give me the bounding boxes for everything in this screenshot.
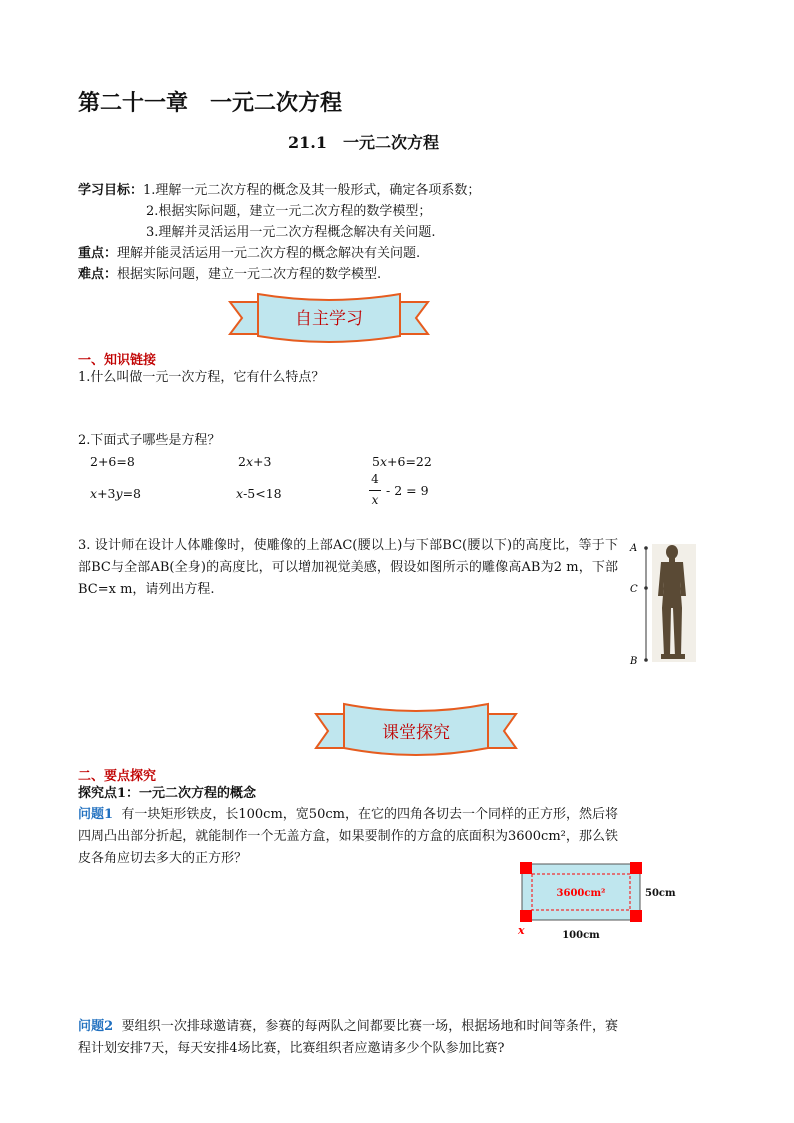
objective-item-2: 2.根据实际问题，建立一元二次方程的数学模型；: [146, 204, 432, 219]
objective-item-1: 1.理解一元二次方程的概念及其一般形式，确定各项系数；: [143, 183, 481, 198]
difficulty-line: [78, 266, 381, 284]
statue-label-a: A: [630, 543, 638, 554]
banner-classroom-inquiry: [314, 700, 518, 758]
problem-2-text: 要组织一次排球邀请赛，参赛的每两队之间都要比赛一场，根据场地和时间等条件，赛程计划安排7天，每天安排4场比赛，比赛组织者应邀请多少个队参加比赛?: [78, 1019, 619, 1056]
key-point-label: 重点：: [78, 246, 118, 261]
expression-2: 2x+3: [238, 454, 272, 469]
expression-6-denominator: x: [371, 493, 379, 507]
banner-self-study: [228, 290, 430, 344]
key-point-line: [78, 245, 420, 263]
question-3: 3. 设计师在设计人体雕像时，使雕像的上部AC(腰以上)与下部BC(腰以下)的高度比，等于下部BC与全部AB(全身)的高度比，可以增加视觉美感，假设如图所示的雕像高AB为2 m，下部BC=x m，请列出方程.: [78, 538, 618, 597]
objective-line-1: [78, 182, 480, 200]
expression-3: 5x+6=22: [372, 454, 432, 469]
expression-4: x+3y=8: [90, 486, 141, 501]
corner-square-bottom-left: [520, 910, 532, 922]
problem-1-text: 有一块矩形铁皮，长100cm，宽50cm，在它的四角各切去一个同样的正方形，然后将四周凸出部分折起，就能制作一个无盖方盒，如果要制作的方盒的底面积为3600cm²，那么铁皮各角应切去多大的正方形？: [78, 807, 619, 866]
expression-6-fraction-bar: [369, 490, 381, 491]
statue-label-c: C: [630, 584, 638, 595]
corner-square-top-right: [630, 862, 642, 874]
x-label: x: [518, 924, 525, 937]
difficulty-label: 难点：: [78, 267, 118, 282]
objectives-label: 学习目标：: [78, 183, 144, 198]
statue-label-b: B: [630, 656, 638, 667]
banner-classroom-inquiry-label: 课堂探究: [382, 723, 450, 743]
statue-figure: [628, 538, 698, 666]
area-label: 3600cm²: [556, 888, 606, 899]
banner-self-study-label: 自主学习: [295, 309, 363, 329]
width-label: 50cm: [645, 888, 676, 899]
problem-2: [78, 1016, 618, 1060]
section-title: 21.1 一元二次方程: [288, 133, 439, 152]
expression-6-rest: - 2 = 9: [386, 483, 429, 498]
corner-square-bottom-right: [630, 910, 642, 922]
problem-1-label: 问题1: [78, 807, 114, 822]
expression-1: 2+6=8: [90, 454, 135, 469]
difficulty-text: 根据实际问题，建立一元二次方程的数学模型.: [117, 267, 382, 282]
part2-heading: 二、要点探究: [78, 769, 157, 784]
metal-sheet-figure: [512, 858, 676, 942]
inquiry-point-1: 探究点1：一元二次方程的概念: [78, 786, 257, 801]
question-2: 2.下面式子哪些是方程？: [78, 433, 221, 448]
objective-item-3: 3.理解并灵活运用一元二次方程概念解决有关问题.: [146, 225, 436, 240]
problem-2-label: 问题2: [78, 1019, 114, 1034]
corner-square-top-left: [520, 862, 532, 874]
key-point-text: 理解并能灵活运用一元二次方程的概念解决有关问题.: [117, 246, 421, 261]
expression-5: x-5<18: [236, 486, 282, 501]
expression-6-numerator: 4: [371, 472, 379, 486]
question-1: 1.什么叫做一元一次方程，它有什么特点？: [78, 370, 325, 385]
chapter-title: 第二十一章 一元二次方程: [78, 91, 343, 116]
part1-heading: 一、知识链接: [78, 353, 157, 368]
length-label: 100cm: [562, 930, 600, 941]
